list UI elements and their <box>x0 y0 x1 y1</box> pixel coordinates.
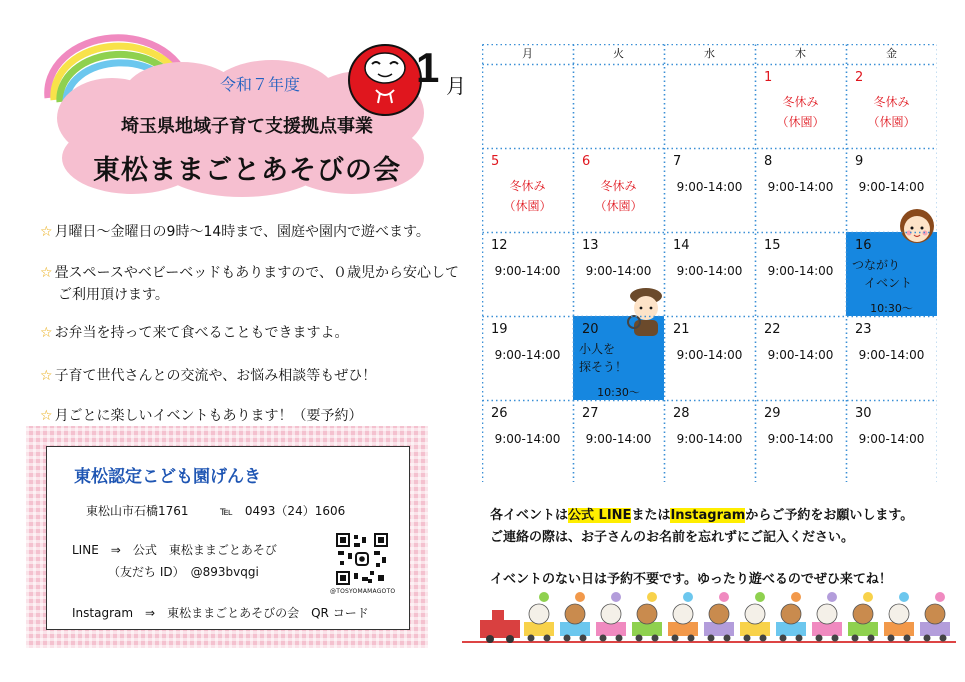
day-number: 12 <box>491 238 508 253</box>
holiday-label: 冬休み （休園） <box>776 95 825 129</box>
day-number: 8 <box>764 154 773 169</box>
holiday-label: 冬休み （休園） <box>503 179 552 213</box>
day-number: 20 <box>582 322 599 337</box>
day-number: 21 <box>673 322 690 337</box>
day-number: 9 <box>855 154 864 169</box>
animal-train-illustration <box>462 592 956 644</box>
reservation-note: 各イベントは公式 LINEまたはInstagramからご予約をお願いします。 <box>490 508 914 523</box>
event-time: 10:30～ <box>597 386 640 399</box>
open-hours: 9:00-14:00 <box>585 432 652 446</box>
holiday-label: 冬休み （休園） <box>594 179 643 213</box>
star-icon: ☆ <box>40 224 53 240</box>
open-hours: 9:00-14:00 <box>767 264 834 278</box>
open-hours: 9:00-14:00 <box>858 432 925 446</box>
day-number: 7 <box>673 154 682 169</box>
open-hours: 9:00-14:00 <box>767 348 834 362</box>
day-number: 28 <box>673 406 690 421</box>
qr-code-icon[interactable] <box>336 533 388 585</box>
day-number: 1 <box>764 70 773 85</box>
day-number: 27 <box>582 406 599 421</box>
calendar-grid-lines <box>482 44 937 482</box>
open-hours: 9:00-14:00 <box>494 432 561 446</box>
program-title: 埼玉県地域子育て支援拠点事業 <box>121 116 373 137</box>
day-number: 16 <box>855 238 872 253</box>
calendar-grid <box>482 44 937 482</box>
star-icon: ☆ <box>40 408 53 424</box>
nursery-name: 東松認定こども園げんき <box>74 467 261 487</box>
open-hours: 9:00-14:00 <box>494 264 561 278</box>
day-number: 14 <box>673 238 690 253</box>
open-hours: 9:00-14:00 <box>676 432 743 446</box>
info-item: ☆ 畳スペースやベビーベッドもありますので、０歳児から安心して <box>40 265 460 281</box>
event-title: つながり イベント <box>852 258 913 290</box>
weekday-header: 火 <box>613 47 624 60</box>
open-hours: 9:00-14:00 <box>767 432 834 446</box>
day-number: 23 <box>855 322 872 337</box>
star-icon: ☆ <box>40 368 53 384</box>
instagram-highlight: Instagram <box>670 508 746 523</box>
event-time: 10:30～ <box>870 302 913 315</box>
day-number: 26 <box>491 406 508 421</box>
star-icon: ☆ <box>40 265 53 281</box>
club-name: 東松ままごとあそびの会 <box>93 155 401 186</box>
event-title: 小人を 探そう！ <box>579 342 628 374</box>
line-highlight: 公式 LINE <box>568 508 632 523</box>
fiscal-year: 令和７年度 <box>220 75 301 94</box>
open-hours: 9:00-14:00 <box>767 180 834 194</box>
holiday-label: 冬休み （休園） <box>867 95 916 129</box>
info-item-continued: ご利用頂けます。 <box>58 287 169 303</box>
qr-caption: @TOSYOMAMAGOTO <box>330 588 396 595</box>
instagram-label: Instagram ⇒ 東松ままごとあそびの会 QR コード <box>72 606 369 620</box>
open-hours: 9:00-14:00 <box>858 348 925 362</box>
info-item: ☆ 子育て世代さんとの交流や、お悩み相談等もぜひ！ <box>40 368 377 384</box>
open-hours: 9:00-14:00 <box>676 348 743 362</box>
info-item: ☆ 月ごとに楽しいイベントもあります！（要予約） <box>40 408 363 424</box>
weekday-header: 金 <box>886 47 897 60</box>
open-hours: 9:00-14:00 <box>585 264 652 278</box>
day-number: 6 <box>582 154 591 169</box>
open-hours: 9:00-14:00 <box>676 264 743 278</box>
day-number: 13 <box>582 238 599 253</box>
month-unit: 月 <box>446 74 466 98</box>
day-number: 29 <box>764 406 781 421</box>
phone-number: ℡ 0493（24）1606 <box>220 504 346 518</box>
weekday-header: 水 <box>704 47 715 60</box>
day-number: 22 <box>764 322 781 337</box>
no-reservation-note: イベントのない日は予約不要です。ゆったり遊べるのでぜひ来てね！ <box>490 572 892 587</box>
weekday-header: 木 <box>795 47 806 60</box>
open-hours: 9:00-14:00 <box>676 180 743 194</box>
star-icon: ☆ <box>40 325 53 341</box>
open-hours: 9:00-14:00 <box>494 348 561 362</box>
open-hours: 9:00-14:00 <box>858 180 925 194</box>
month-number: 1 <box>416 44 440 91</box>
day-number: 5 <box>491 154 500 169</box>
day-number: 2 <box>855 70 864 85</box>
address: 東松山市石橋1761 <box>86 504 189 518</box>
info-item: ☆ 月曜日～金曜日の9時～14時まで、園庭や園内で遊べます。 <box>40 224 430 240</box>
line-friend-id: （友だち ID） @893bvqgi <box>108 565 259 579</box>
line-account: LINE ⇒ 公式 東松ままごとあそび <box>72 543 277 557</box>
name-reminder-note: ご連絡の際は、お子さんのお名前を忘れずにご記入ください。 <box>490 530 855 545</box>
day-number: 19 <box>491 322 508 337</box>
weekday-header: 月 <box>522 47 533 60</box>
day-number: 15 <box>764 238 781 253</box>
info-item: ☆ お弁当を持って来て食べることもできますよ。 <box>40 325 349 341</box>
day-number: 30 <box>855 406 872 421</box>
